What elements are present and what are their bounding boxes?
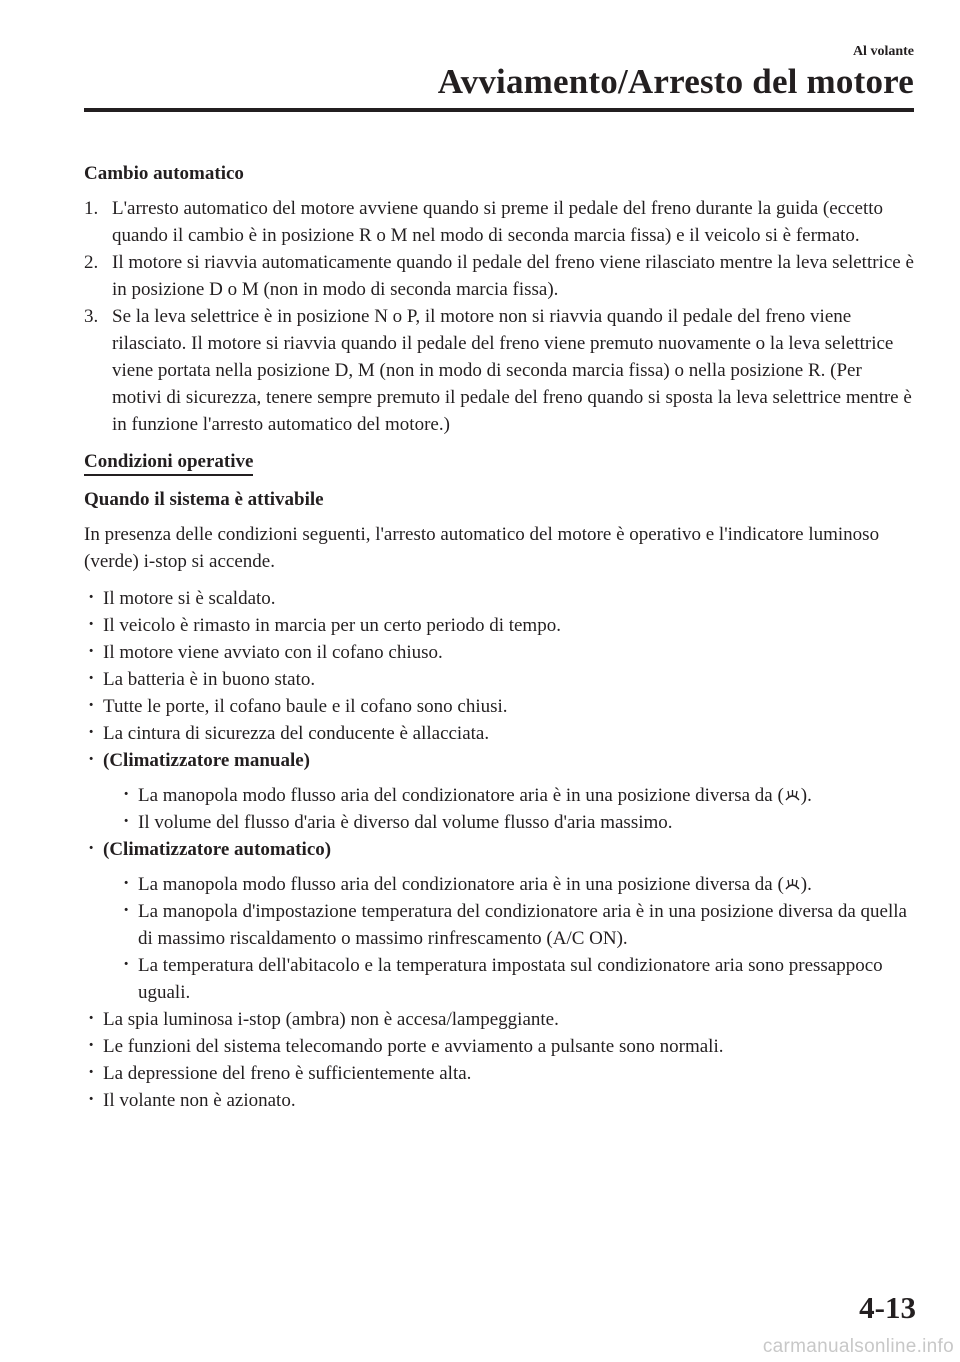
list-item: · La depressione del freno è sufficientemente alta. [88,1060,914,1087]
header-rule [84,108,914,112]
list-item: · La cintura di sicurezza del conducente è allacciata. [88,720,914,747]
step-text: Se la leva selettrice è in posizione N o P, il motore non si riavvia quando il pedale del freno viene rilasciato. Il motore si riavvia quando il pedale del freno viene premuto nuovamente o la leva selettrice viene portata nella posizione D, M (non in modo di seconda marcia fissa) o nella posizione R. (Per motivi di sicurezza, tenere sempre premuto il pedale del freno quando si sposta la leva selettrice mentre è in funzione l'arresto automatico del motore.) [112,306,912,435]
manual-ac-sublist [103,782,914,836]
list-item: · Tutte le porte, il cofano baule e il cofano sono chiusi. [88,693,914,720]
step-number: 1. [84,198,99,219]
page-title: Avviamento/Arresto del motore [437,62,914,101]
automatic-ac-sublist [103,871,914,1006]
defroster-icon [784,878,801,892]
step-text: L'arresto automatico del motore avviene quando si preme il pedale del freno durante la guida (eccetto quando il cambio è in posizione R o M nel modo di seconda marcia fissa) e il veicolo si è fermato. [112,198,884,246]
page-content [84,160,914,1114]
list-item-automatic-ac [88,836,914,1006]
list-item: · Il motore viene avviato con il cofano chiuso. [88,639,914,666]
heading-automatic-transmission: Cambio automatico [84,163,244,184]
header-section: Al volante [852,44,914,59]
sub-list-item: · La manopola modo flusso aria del condizionatore aria è in una posizione diversa da ( ). [123,871,914,898]
list-item-manual-ac [88,747,914,836]
heading-operating-conditions: Condizioni operative [84,450,253,476]
defroster-icon [784,789,801,803]
watermark: carmanualsonline.info [762,1336,954,1357]
list-item: · Le funzioni del sistema telecomando porte e avviamento a pulsante sono normali. [88,1033,914,1060]
step-number: 2. [84,252,99,273]
conditions-list [84,585,914,1114]
step-item [84,195,914,249]
manual-ac-label: (Climatizzatore manuale) [103,750,311,771]
list-item: · Il volante non è azionato. [88,1087,914,1114]
list-item: · La spia luminosa i-stop (ambra) non è accesa/lampeggiante. [88,1006,914,1033]
sub-list-item: · La temperatura dell'abitacolo e la temperatura impostata sul condizionatore aria sono pressappoco uguali. [123,952,914,1006]
sub-list-item: · La manopola modo flusso aria del condizionatore aria è in una posizione diversa da ( ). [123,782,914,809]
steps-list [84,195,914,438]
sub-list-item: · Il volume del flusso d'aria è diverso dal volume flusso d'aria massimo. [123,809,914,836]
step-text: Il motore si riavvia automaticamente quando il pedale del freno viene rilasciato mentre la leva selettrice è in posizione D o M (non in modo di seconda marcia fissa). [112,252,914,300]
list-item: · Il veicolo è rimasto in marcia per un certo periodo di tempo. [88,612,914,639]
step-item [84,249,914,303]
automatic-ac-label: (Climatizzatore automatico) [103,839,332,860]
intro-paragraph: In presenza delle condizioni seguenti, l'arresto automatico del motore è operativo e l'indicatore luminoso (verde) i-stop si accende. [84,524,880,572]
step-item [84,303,914,438]
list-item: · Il motore si è scaldato. [88,585,914,612]
step-number: 3. [84,306,99,327]
subheading-system-available: Quando il sistema è attivabile [84,489,324,510]
list-item: · La batteria è in buono stato. [88,666,914,693]
sub-list-item: · La manopola d'impostazione temperatura del condizionatore aria è in una posizione diversa da quella di massimo riscaldamento o massimo rinfrescamento (A/C ON). [123,898,914,952]
page-number: 4-13 [859,1290,916,1325]
